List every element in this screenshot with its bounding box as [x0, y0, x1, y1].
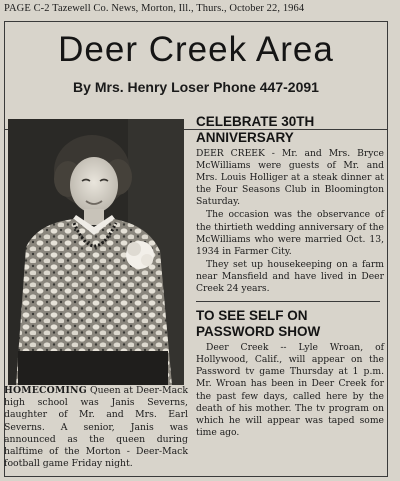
- anniversary-paragraph: The occasion was the observance of the thirtieth wedding anniversary of the McWilliams who were married Oct. 13, 1934 in Farmer City.: [196, 209, 384, 257]
- story-divider: [196, 301, 380, 302]
- photo-illustration: [8, 119, 184, 385]
- anniversary-paragraph: DEER CREEK - Mr. and Mrs. Bryce McWilliams were guests of Mr. and Mrs. Louis Holliger at a steak dinner at the Four Seasons Club in Bloomington Saturday.: [196, 148, 384, 208]
- section-byline: By Mrs. Henry Loser Phone 447-2091: [73, 79, 319, 95]
- password-paragraph: Deer Creek -- Lyle Wroan, of Hollywood, Calif., will appear on the Password tv game Thursday at 1 p.m. Mr. Wroan has been in Deer Creek for the past few days, called here by the death of his mother. The tv program on which he will appear was taped some time ago.: [196, 342, 384, 438]
- password-headline-line1: TO SEE SELF ON: [196, 308, 308, 324]
- page-header: PAGE C-2 Tazewell Co. News, Morton, Ill., Thurs., October 22, 1964: [4, 3, 305, 14]
- anniversary-story: [196, 114, 384, 295]
- photo-caption: [4, 385, 188, 470]
- caption-lead: HOMECOMING: [4, 385, 87, 396]
- anniversary-body: [196, 148, 384, 295]
- password-headline-line2: PASSWORD SHOW: [196, 324, 321, 340]
- caption-text: Queen at Deer-Mack high school was Janis Severns, daughter of Mr. and Mrs. Earl Severns. A senior, Janis was announced as the queen during halftime of the Morton - Deer-Mack football game Friday night.: [4, 385, 188, 470]
- anniversary-headline-line2: ANNIVERSARY: [196, 130, 294, 145]
- anniversary-headline-line1: CELEBRATE 30TH: [196, 114, 315, 129]
- right-column: [196, 114, 384, 440]
- anniversary-paragraph: They set up housekeeping on a farm near Mansfield and have lived in Deer Creek 24 years.: [196, 258, 384, 295]
- section-title: Deer Creek Area: [58, 30, 334, 69]
- homecoming-queen-photo: [8, 119, 184, 385]
- password-story: [196, 308, 384, 439]
- password-body: [196, 342, 384, 439]
- anniversary-headline: [196, 114, 384, 146]
- password-headline: [196, 308, 384, 340]
